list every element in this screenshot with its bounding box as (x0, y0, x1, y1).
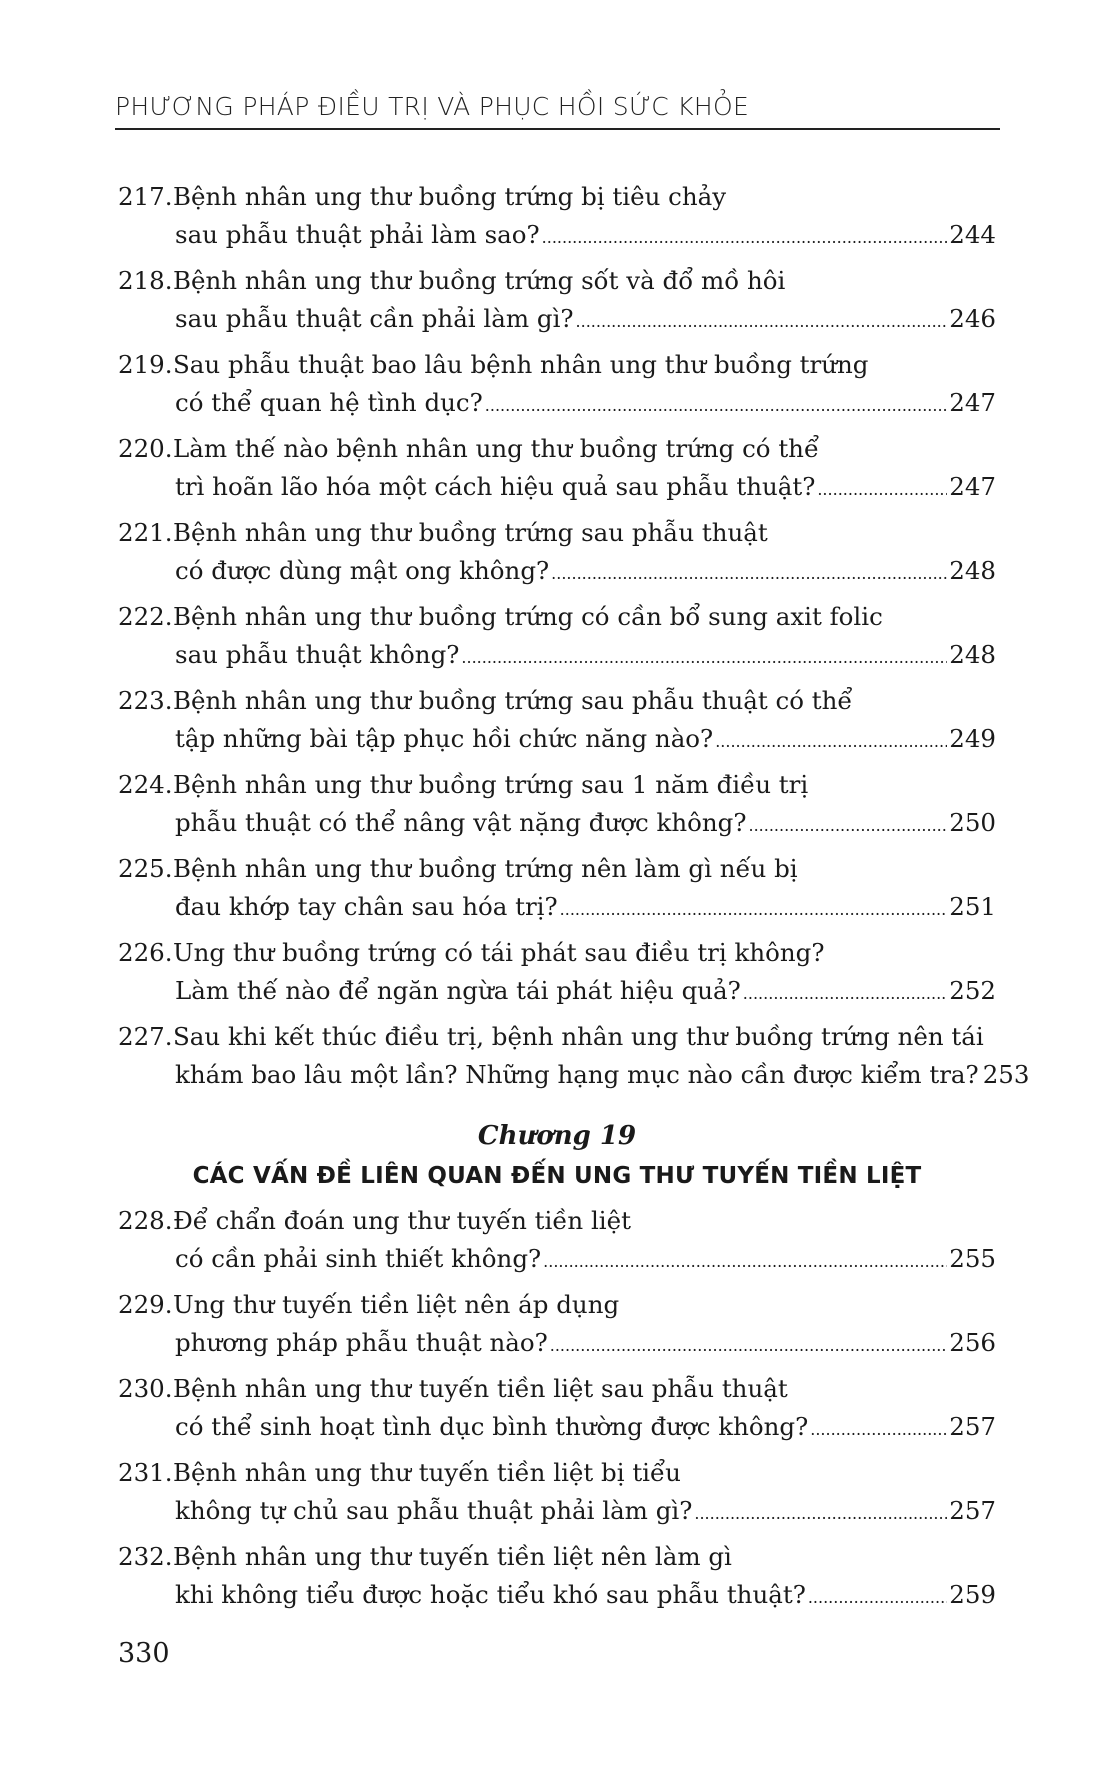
toc-entry (118, 850, 996, 928)
toc-entry-page: 253 (982, 1059, 1030, 1089)
toc-entry-first-line (118, 682, 996, 720)
toc-entry-title-continued: sau phẫu thuật không? (175, 639, 460, 669)
toc-entry-first-line (118, 766, 996, 804)
toc-entry-number: 224. (118, 770, 173, 799)
toc-entry-title: Bệnh nhân ung thư tuyến tiền liệt nên làm gì (173, 1542, 732, 1571)
toc-entry-title: Bệnh nhân ung thư buồng trứng có cần bổ sung axit folic (173, 602, 883, 631)
toc-entry-number: 230. (118, 1374, 173, 1403)
toc-entry-second-line (118, 1492, 996, 1533)
toc-entry-page: 257 (949, 1411, 996, 1441)
dot-leader (715, 723, 947, 761)
toc-entry-first-line (118, 1018, 996, 1056)
toc-entry-first-line (118, 1538, 996, 1576)
toc-entry-title-continued: khi không tiểu được hoặc tiểu khó sau phẫu thuật? (175, 1579, 806, 1609)
toc-entry-title-continued: không tự chủ sau phẫu thuật phải làm gì? (175, 1495, 693, 1525)
toc-entry-first-line (118, 346, 996, 384)
toc-entry-second-line (118, 384, 996, 425)
toc-entry-page: 256 (949, 1327, 996, 1357)
toc-entry-number: 220. (118, 434, 173, 463)
toc-entry-second-line (118, 216, 996, 257)
toc-entry-title: Ung thư buồng trứng có tái phát sau điều trị không? (173, 938, 825, 967)
toc-entry-title-continued: tập những bài tập phục hồi chức năng nào? (175, 723, 714, 753)
toc-entry-number: 229. (118, 1290, 173, 1319)
toc-entry-second-line (118, 636, 996, 677)
toc-entry-second-line (118, 300, 996, 341)
toc-entry-second-line (118, 1056, 1030, 1097)
toc-entry (118, 1018, 1030, 1096)
toc-entry-second-line (118, 720, 996, 761)
toc-entry (118, 1538, 996, 1616)
toc-entry-first-line (118, 598, 996, 636)
toc-entry-first-line (118, 262, 996, 300)
toc-entry-page: 248 (949, 639, 996, 669)
toc-entry (118, 1286, 996, 1364)
dot-leader (485, 387, 947, 425)
toc-section-ovarian (118, 178, 1030, 1096)
toc-entry-title-continued: có cần phải sinh thiết không? (175, 1243, 542, 1273)
toc-entry (118, 178, 996, 256)
toc-entry-title: Bệnh nhân ung thư buồng trứng sau phẫu thuật (173, 518, 768, 547)
toc-entry-title-continued: khám bao lâu một lần? Những hạng mục nào cần được kiểm tra? (175, 1059, 979, 1089)
toc-entry-number: 223. (118, 686, 173, 715)
toc-entry-number: 232. (118, 1542, 173, 1571)
toc-entry (118, 346, 996, 424)
toc-entry-title: Bệnh nhân ung thư buồng trứng sốt và đổ mồ hôi (173, 266, 786, 295)
toc-entry-title: Bệnh nhân ung thư buồng trứng nên làm gì nếu bị (173, 854, 798, 883)
toc-entry-first-line (118, 850, 996, 888)
toc-entry-page: 248 (949, 555, 996, 585)
toc-entry-page: 244 (949, 219, 996, 249)
toc-entry-second-line (118, 1240, 996, 1281)
toc-entry-number: 228. (118, 1206, 173, 1235)
toc-entry-first-line (118, 430, 996, 468)
toc-entry-page: 252 (949, 975, 996, 1005)
toc-entry-first-line (118, 934, 996, 972)
dot-leader (542, 219, 948, 257)
toc-entry-page: 249 (949, 723, 996, 753)
toc-entry-title-continued: có được dùng mật ong không? (175, 555, 550, 585)
toc-entry-title-continued: có thể sinh hoạt tình dục bình thường được không? (175, 1411, 809, 1441)
toc-entry-second-line (118, 804, 996, 845)
toc-entry-number: 225. (118, 854, 173, 883)
toc-entry-number: 222. (118, 602, 173, 631)
chapter-heading (118, 1116, 996, 1196)
toc-entry-title: Ung thư tuyến tiền liệt nên áp dụng (173, 1290, 620, 1319)
dot-leader (694, 1495, 947, 1533)
dot-leader (576, 303, 948, 341)
toc-entry (118, 1454, 996, 1532)
chapter-title: CÁC VẤN ĐỀ LIÊN QUAN ĐẾN UNG THƯ TUYẾN TIỀN LIỆT (192, 1163, 922, 1189)
toc-entry-second-line (118, 1576, 996, 1617)
toc-entry-page: 259 (949, 1579, 996, 1609)
toc-entry-page: 255 (949, 1243, 996, 1273)
dot-leader (748, 807, 947, 845)
toc-entry-first-line (118, 514, 996, 552)
toc-entry-title: Để chẩn đoán ung thư tuyến tiền liệt (173, 1206, 631, 1235)
toc-entry (118, 766, 996, 844)
toc-entry-number: 217. (118, 182, 173, 211)
toc-entry-number: 226. (118, 938, 173, 967)
dot-leader (560, 891, 948, 929)
toc-entry-number: 221. (118, 518, 173, 547)
toc-entry-title: Bệnh nhân ung thư buồng trứng sau 1 năm điều trị (173, 770, 809, 799)
dot-leader (808, 1579, 947, 1617)
toc-entry-first-line (118, 1370, 996, 1408)
table-of-contents (118, 178, 1030, 1622)
toc-entry-title-continued: sau phẫu thuật phải làm sao? (175, 219, 540, 249)
toc-entry-title: Bệnh nhân ung thư tuyến tiền liệt sau phẫu thuật (173, 1374, 788, 1403)
toc-entry-title: Sau khi kết thúc điều trị, bệnh nhân ung thư buồng trứng nên tái (173, 1022, 984, 1051)
toc-entry-title-continued: sau phẫu thuật cần phải làm gì? (175, 303, 574, 333)
toc-entry-second-line (118, 1408, 996, 1449)
toc-entry-page: 257 (949, 1495, 996, 1525)
toc-entry-title-continued: đau khớp tay chân sau hóa trị? (175, 891, 558, 921)
dot-leader (743, 975, 947, 1013)
dot-leader (550, 1327, 947, 1365)
toc-section-prostate (118, 1202, 996, 1616)
toc-entry-title: Làm thế nào bệnh nhân ung thư buồng trứng có thể (173, 434, 820, 463)
toc-entry-number: 227. (118, 1022, 173, 1051)
toc-entry (118, 430, 996, 508)
toc-entry (118, 934, 996, 1012)
toc-entry (118, 262, 996, 340)
dot-leader (551, 555, 947, 593)
toc-entry-second-line (118, 888, 996, 929)
toc-entry-title-continued: Làm thế nào để ngăn ngừa tái phát hiệu quả? (175, 975, 741, 1005)
toc-entry-title: Sau phẫu thuật bao lâu bệnh nhân ung thư buồng trứng (173, 350, 869, 379)
toc-entry-page: 251 (949, 891, 996, 921)
toc-entry-second-line (118, 972, 996, 1013)
dot-leader (543, 1243, 947, 1281)
toc-entry (118, 1202, 996, 1280)
toc-entry-page: 246 (949, 303, 996, 333)
dot-leader (810, 1411, 947, 1449)
chapter-number: Chương 19 (477, 1121, 637, 1151)
toc-entry-second-line (118, 1324, 996, 1365)
dot-leader (817, 471, 947, 509)
dot-leader (461, 639, 947, 677)
header-rule (115, 128, 1000, 130)
toc-entry-first-line (118, 1202, 996, 1240)
toc-entry-page: 250 (949, 807, 996, 837)
toc-entry-first-line (118, 1286, 996, 1324)
page-number: 330 (118, 1638, 170, 1669)
toc-entry-page: 247 (949, 387, 996, 417)
toc-entry-title: Bệnh nhân ung thư tuyến tiền liệt bị tiểu (173, 1458, 681, 1487)
toc-entry-first-line (118, 178, 996, 216)
toc-entry-title: Bệnh nhân ung thư buồng trứng bị tiêu chảy (173, 182, 727, 211)
toc-entry-title-continued: có thể quan hệ tình dục? (175, 387, 483, 417)
toc-entry-title: Bệnh nhân ung thư buồng trứng sau phẫu thuật có thể (173, 686, 853, 715)
running-header: PHƯƠNG PHÁP ĐIỀU TRỊ VÀ PHỤC HỒI SỨC KHỎE (115, 92, 750, 121)
toc-entry-number: 219. (118, 350, 173, 379)
toc-entry-second-line (118, 552, 996, 593)
toc-entry-number: 218. (118, 266, 173, 295)
toc-entry (118, 514, 996, 592)
toc-entry-first-line (118, 1454, 996, 1492)
toc-entry-number: 231. (118, 1458, 173, 1487)
toc-entry (118, 598, 996, 676)
toc-entry (118, 1370, 996, 1448)
toc-entry-page: 247 (949, 471, 996, 501)
toc-entry (118, 682, 996, 760)
toc-entry-title-continued: phương pháp phẫu thuật nào? (175, 1327, 548, 1357)
toc-entry-title-continued: phẫu thuật có thể nâng vật nặng được không? (175, 807, 747, 837)
toc-entry-title-continued: trì hoãn lão hóa một cách hiệu quả sau phẫu thuật? (175, 471, 816, 501)
toc-entry-second-line (118, 468, 996, 509)
